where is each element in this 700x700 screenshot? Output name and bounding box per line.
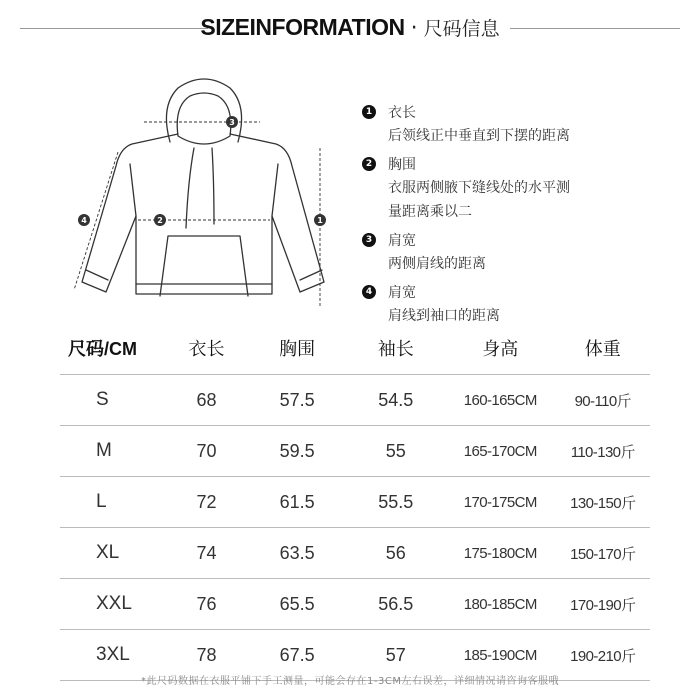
cell-sleeve: 57 xyxy=(346,630,445,681)
cell-length: 68 xyxy=(165,375,248,426)
cell-height: 185-190CM xyxy=(445,630,556,681)
header-size: 尺码/CM xyxy=(68,339,137,359)
cell-weight: 90-110斤 xyxy=(556,375,650,426)
legend-number: 2 xyxy=(362,157,376,171)
legend-desc: 衣服两侧腋下缝线处的水平测 xyxy=(388,180,570,196)
legend-name: 肩宽 xyxy=(388,285,416,301)
page-title xyxy=(0,14,700,41)
hoodie-body-outline xyxy=(82,134,324,294)
header-sleeve: 袖长 xyxy=(377,339,414,360)
cell-length: 78 xyxy=(165,630,248,681)
title-chinese: 尺码信息 xyxy=(423,18,500,40)
table-row xyxy=(60,426,650,477)
cell-weight: 150-170斤 xyxy=(556,528,650,579)
cell-length: 76 xyxy=(165,579,248,630)
title-separator: · xyxy=(410,16,418,41)
cell-height: 170-175CM xyxy=(445,477,556,528)
size-table xyxy=(60,322,650,681)
seam-left xyxy=(130,164,136,216)
legend-number: 1 xyxy=(362,105,376,119)
cell-weight: 190-210斤 xyxy=(556,630,650,681)
cell-chest: 61.5 xyxy=(248,477,347,528)
legend-item-sleeve xyxy=(362,280,682,328)
table-header-row xyxy=(60,322,650,375)
title-english: SIZEINFORMATION xyxy=(200,14,405,40)
header-length: 衣长 xyxy=(188,339,225,360)
cell-size: 3XL xyxy=(60,630,165,681)
legend-desc: 肩线到袖口的距离 xyxy=(388,308,500,324)
cuff-right xyxy=(300,270,322,280)
cell-sleeve: 55.5 xyxy=(346,477,445,528)
cell-length: 74 xyxy=(165,528,248,579)
marker-2: 2 xyxy=(157,216,163,225)
cell-weight: 170-190斤 xyxy=(556,579,650,630)
cell-chest: 65.5 xyxy=(248,579,347,630)
drawstring-right xyxy=(212,148,214,224)
legend-item-length xyxy=(362,100,682,148)
seam-right xyxy=(272,164,278,216)
cell-height: 165-170CM xyxy=(445,426,556,477)
legend-item-chest xyxy=(362,152,682,224)
marker-4: 4 xyxy=(81,216,87,225)
table-row xyxy=(60,528,650,579)
cell-height: 160-165CM xyxy=(445,375,556,426)
cell-chest: 57.5 xyxy=(248,375,347,426)
header-chest: 胸围 xyxy=(279,339,316,360)
legend-number: 4 xyxy=(362,285,376,299)
header-weight: 体重 xyxy=(584,339,621,360)
hoodie-diagram xyxy=(60,70,340,310)
cell-weight: 130-150斤 xyxy=(556,477,650,528)
legend-item-shoulder xyxy=(362,228,682,276)
legend-name: 衣长 xyxy=(388,105,416,121)
cell-length: 70 xyxy=(165,426,248,477)
drawstring-left xyxy=(186,148,194,228)
measurement-legend xyxy=(362,100,682,332)
kangaroo-pocket xyxy=(160,236,248,296)
hoodie-hood-opening xyxy=(177,93,231,144)
table-row xyxy=(60,477,650,528)
legend-number: 3 xyxy=(362,233,376,247)
cell-height: 180-185CM xyxy=(445,579,556,630)
cell-size: M xyxy=(60,426,165,477)
cuff-left xyxy=(86,270,108,280)
legend-desc: 两侧肩线的距离 xyxy=(388,256,486,272)
cell-sleeve: 55 xyxy=(346,426,445,477)
marker-1: 1 xyxy=(317,216,323,225)
cell-height: 175-180CM xyxy=(445,528,556,579)
header-height: 身高 xyxy=(482,339,519,360)
cell-size: XL xyxy=(60,528,165,579)
cell-size: S xyxy=(60,375,165,426)
cell-sleeve: 56 xyxy=(346,528,445,579)
table-row xyxy=(60,375,650,426)
cell-sleeve: 54.5 xyxy=(346,375,445,426)
legend-desc: 后领线正中垂直到下摆的距离 xyxy=(388,128,570,144)
cell-weight: 110-130斤 xyxy=(556,426,650,477)
legend-name: 肩宽 xyxy=(388,233,416,249)
legend-name: 胸围 xyxy=(388,157,416,173)
cell-chest: 63.5 xyxy=(248,528,347,579)
cell-chest: 59.5 xyxy=(248,426,347,477)
cell-length: 72 xyxy=(165,477,248,528)
legend-desc: 量距离乘以二 xyxy=(388,204,472,220)
marker-3: 3 xyxy=(229,118,235,127)
cell-size: L xyxy=(60,477,165,528)
measurement-note: *此尺码数据在衣服平铺下手工测量，可能会存在1-3CM左右误差，详细情况请咨询客服哦 xyxy=(141,676,559,687)
cell-sleeve: 56.5 xyxy=(346,579,445,630)
table-row xyxy=(60,579,650,630)
cell-chest: 67.5 xyxy=(248,630,347,681)
cell-size: XXL xyxy=(60,579,165,630)
